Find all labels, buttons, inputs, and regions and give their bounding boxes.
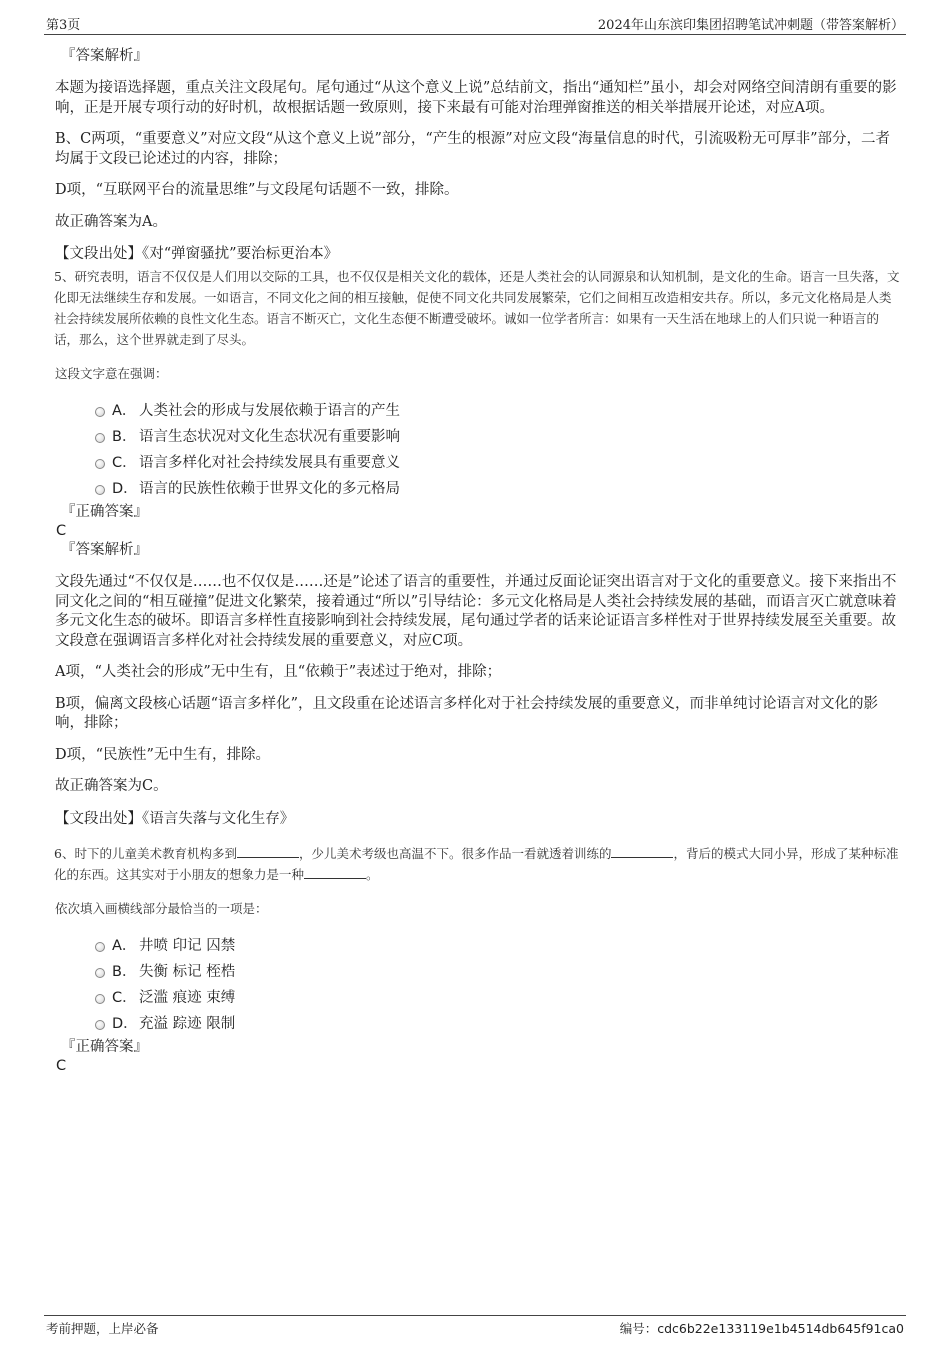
option-d[interactable] xyxy=(95,476,902,502)
question-6-text: 6、时下的儿童美术教育机构多到 ，少儿美术考级也高温不下。很多作品一看就透着训练的 ，背后的模式大同小异，形成了某种标准化的东西。这其实对于小朋友的想象力是一种 。 xyxy=(54,845,899,882)
option-b[interactable] xyxy=(95,959,902,985)
option-text: 语言的民族性依赖于世界文化的多元格局 xyxy=(139,481,400,497)
radio-button-icon[interactable] xyxy=(95,994,105,1004)
option-letter: B． xyxy=(112,963,137,980)
analysis-label: 『答案解析』 xyxy=(61,542,148,558)
passage-source: 【文段出处】《语言失落与文化生存》 xyxy=(55,810,295,827)
correct-answer-label: 『正确答案』 xyxy=(61,504,148,520)
analysis-paragraph: D项，“民族性”无中生有，排除。 xyxy=(55,746,270,763)
document-code: 编号：cdc6b22e133119e1b4514db645f91ca0 xyxy=(619,1321,904,1336)
option-letter: A． xyxy=(112,937,137,954)
option-letter: A． xyxy=(112,403,137,419)
analysis-paragraph: 文段先通过“不仅仅是……也不仅仅是……还是”论述了语言的重要性，并通过反面论证突出语言对于文化的重要意义。接下来指出不同文化之间的“相互碰撞”促进文化繁荣，接着通过“所以”引导结论：多元文化格局是人类社会持续发展的基础，而语言灭亡就意味着多元文化生态的破坏。即语言多样性直接影响到社会持续发展，尾句通过学者的话来论证语言多样性对于世界持续发展至关重要。故文段意在强调语言多样化对社会持续发展的重要意义，对应C项。 xyxy=(55,574,897,649)
analysis-paragraph: 故正确答案为A。 xyxy=(55,213,167,230)
passage-source: 【文段出处】《对“弹窗骚扰”要治标更治本》 xyxy=(55,246,339,262)
option-c[interactable] xyxy=(95,450,902,476)
option-text: 充溢 踪迹 限制 xyxy=(139,1015,236,1032)
question-5-options xyxy=(95,398,902,502)
page-content xyxy=(55,46,902,1075)
option-letter: C． xyxy=(112,455,137,471)
radio-button-icon[interactable] xyxy=(95,968,105,978)
option-c[interactable] xyxy=(95,985,902,1011)
fill-blank xyxy=(611,845,673,858)
option-text: 失衡 标记 桎梏 xyxy=(139,963,236,980)
question-6-options xyxy=(95,933,902,1037)
analysis-paragraph: D项，“互联网平台的流量思维”与文段尾句话题不一致，排除。 xyxy=(55,182,459,198)
radio-button-icon[interactable] xyxy=(95,433,105,443)
correct-answer-value: C xyxy=(56,523,67,539)
radio-button-icon[interactable] xyxy=(95,942,105,952)
analysis-paragraph: 本题为接语选择题，重点关注文段尾句。尾句通过“从这个意义上说”总结前文，指出“通知栏”虽小，却会对网络空间清朗有重要的影响，正是开展专项行动的好时机，故根据话题一致原则，接下来最有可能对治理弹窗推送的相关举措展开论述，对应A项。 xyxy=(55,80,897,116)
option-d[interactable] xyxy=(95,1011,902,1037)
page-footer xyxy=(44,1315,906,1336)
fill-blank xyxy=(304,866,366,879)
option-b[interactable] xyxy=(95,424,902,450)
question-5-text: 5、研究表明，语言不仅仅是人们用以交际的工具，也不仅仅是相关文化的载体，还是人类社会的认同源泉和认知机制，是文化的生命。语言一旦失落，文化即无法继续生存和发展。一如语言，不同文化之间的相互接触，促使不同文化共同发展繁荣，它们之间相互改造相安共存。所以，多元文化格局是人类社会持续发展所依赖的良性文化生态。语言不断灭亡，文化生态便不断遭受破坏。诚如一位学者所言：如果有一天生活在地球上的人们只说一种语言的话，那么，这个世界就走到了尽头。 xyxy=(54,269,900,347)
option-text: 井喷 印记 囚禁 xyxy=(139,937,236,954)
question-6-prompt: 依次填入画横线部分最恰当的一项是： xyxy=(55,900,268,916)
radio-button-icon[interactable] xyxy=(95,485,105,495)
fill-blank xyxy=(237,845,299,858)
option-a[interactable] xyxy=(95,933,902,959)
correct-answer-value: C xyxy=(56,1057,67,1074)
document-title: 2024年山东滨印集团招聘笔试冲刺题（带答案解析） xyxy=(597,18,904,33)
option-letter: C． xyxy=(112,989,137,1006)
option-text: 人类社会的形成与发展依赖于语言的产生 xyxy=(139,403,400,419)
option-a[interactable] xyxy=(95,398,902,424)
analysis-paragraph: B项，偏离文段核心话题“语言多样化”，且文段重在论述语言多样化对于社会持续发展的重要意义，而非单纯讨论语言对文化的影响，排除； xyxy=(55,695,878,731)
option-text: 语言生态状况对文化生态状况有重要影响 xyxy=(139,429,400,445)
footer-slogan: 考前押题，上岸必备 xyxy=(46,1321,159,1336)
page-header xyxy=(44,14,906,35)
radio-button-icon[interactable] xyxy=(95,459,105,469)
option-text: 泛滥 痕迹 束缚 xyxy=(139,989,236,1006)
option-letter: D． xyxy=(112,481,138,497)
option-text: 语言多样化对社会持续发展具有重要意义 xyxy=(139,455,400,471)
question-5-prompt: 这段文字意在强调： xyxy=(55,366,168,381)
option-letter: B． xyxy=(112,429,137,445)
option-letter: D． xyxy=(112,1015,138,1032)
analysis-label: 『答案解析』 xyxy=(61,48,148,64)
analysis-paragraph: B、C两项，“重要意义”对应文段“从这个意义上说”部分，“产生的根源”对应文段“海量信息的时代，引流吸粉无可厚非”部分，二者均属于文段已论述过的内容，排除； xyxy=(55,131,891,167)
radio-button-icon[interactable] xyxy=(95,407,105,417)
analysis-paragraph: A项，“人类社会的形成”无中生有，且“依赖于”表述过于绝对，排除； xyxy=(55,664,502,680)
radio-button-icon[interactable] xyxy=(95,1020,105,1030)
correct-answer-label: 『正确答案』 xyxy=(61,1038,148,1055)
analysis-paragraph: 故正确答案为C。 xyxy=(55,778,168,794)
page-number: 第3页 xyxy=(46,18,81,33)
